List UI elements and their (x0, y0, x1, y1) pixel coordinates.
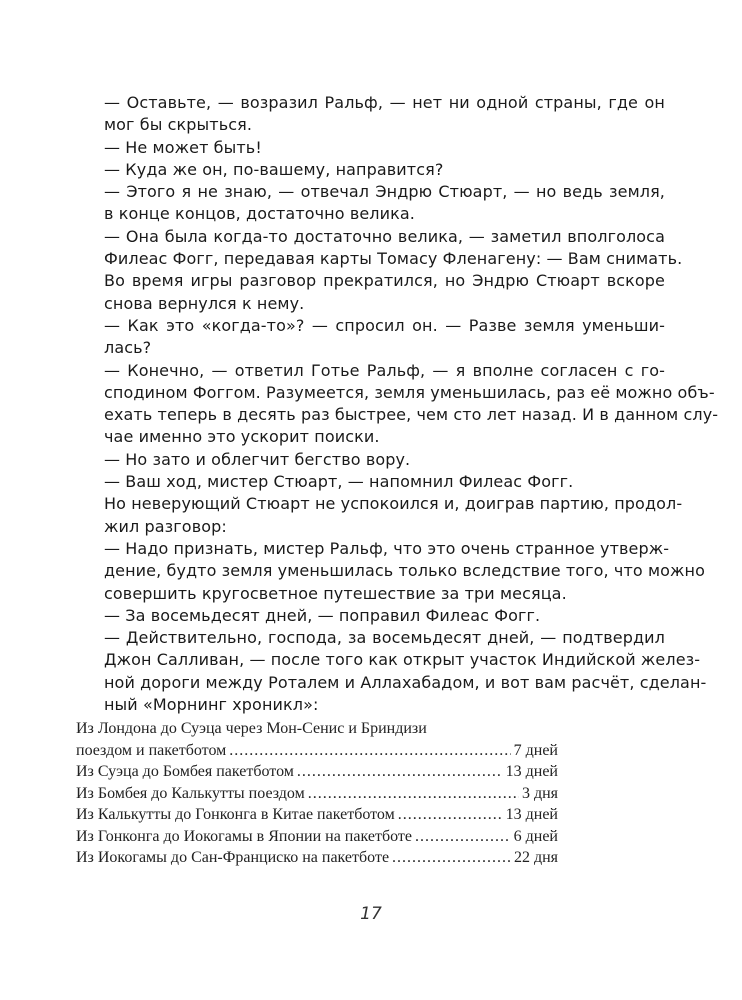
text-line: — За восемьдесят дней, — поправил Филеас Фогг. (104, 605, 541, 625)
route-label: Из Гонконга до Иокогамы в Японии на пакетботе (76, 827, 412, 845)
duration-value: 13 дней (505, 763, 558, 780)
duration-value: 3 дня (521, 784, 558, 802)
text-line: — Действительно, господа, за восемьдесят дней, — подтвердил (104, 628, 665, 648)
schedule-header (76, 720, 558, 742)
text-line: дение, будто земля уменьшилась только вследствие того, что можно (104, 561, 705, 581)
paragraph (73, 449, 665, 471)
text-line: совершить кругосветное путешествие за три месяца. (104, 583, 567, 603)
text-line: чае именно это ускорит поиски. (104, 427, 380, 447)
text-line: лась? (104, 338, 152, 358)
text-line: — Не может быть! (104, 137, 262, 157)
paragraph (73, 226, 683, 271)
paragraph (73, 605, 665, 627)
text-line: жил разговор: (104, 516, 227, 536)
text-line: — Как это «когда-то»? — спросил он. — Разве земля уменьши- (104, 315, 665, 335)
text-line: мог бы скрыться. (104, 115, 253, 135)
schedule-row (76, 785, 558, 807)
text-line: Джон Салливан, — после того как открыт участок Индийской желез- (104, 650, 701, 670)
dot-leader (415, 828, 511, 846)
route-label: Из Бомбея до Калькутты поездом (76, 784, 305, 802)
body-text (73, 92, 719, 716)
paragraph (73, 92, 665, 137)
schedule-header-label: Из Лондона до Суэца через Мон-Сенис и Бриндизи (76, 720, 427, 737)
paragraph (73, 627, 707, 716)
dot-leader (229, 742, 510, 760)
text-line: Во время игры разговор прекратился, но Эндрю Стюарт вскоре (104, 271, 665, 291)
dot-leader (308, 785, 519, 803)
text-line: — Конечно, — ответил Готье Ральф, — я вполне согласен с го- (104, 360, 665, 380)
schedule-row (76, 806, 558, 828)
text-line: Филеас Фогг, передавая карты Томасу Фленагену: — Вам снимать. (104, 249, 683, 269)
schedule-row (76, 828, 558, 850)
route-label: Из Иокогамы до Сан-Франциско на пакетботе (76, 849, 390, 866)
paragraph (73, 315, 665, 360)
paragraph (73, 159, 665, 181)
schedule-row (76, 849, 558, 871)
dot-leader (297, 763, 503, 781)
text-line: — Надо признать, мистер Ральф, что это очень странное утверж- (104, 538, 670, 558)
duration-value: 6 дней (513, 827, 558, 845)
paragraph (73, 360, 719, 449)
paragraph (73, 270, 665, 315)
text-line: в конце концов, достаточно велика. (104, 204, 415, 224)
page-number: 17 (360, 904, 382, 924)
route-label: поездом и пакетботом (76, 741, 227, 759)
paragraph (73, 493, 683, 538)
paragraph (73, 471, 665, 493)
duration-value: 22 дня (513, 849, 558, 866)
text-line: — Куда же он, по-вашему, направится? (104, 159, 444, 179)
text-line: ехать теперь в десять раз быстрее, чем сто лет назад. И в данном слу- (104, 405, 719, 425)
paragraph (73, 137, 665, 159)
text-line: ной дороги между Роталем и Аллахабадом, и вот вам расчёт, сделан- (104, 672, 707, 692)
text-line: ный «Морнинг хроникл»: (104, 695, 319, 715)
paragraph (73, 181, 665, 226)
text-line: снова вернулся к нему. (104, 293, 305, 313)
paragraph (73, 538, 705, 605)
text-line: — Но зато и облегчит бегство вору. (104, 449, 411, 469)
dot-leader (398, 806, 503, 824)
duration-value: 7 дней (513, 741, 558, 759)
route-label: Из Калькутты до Гонконга в Китае пакетботом (76, 806, 395, 823)
schedule-row (76, 763, 558, 785)
travel-schedule-table (76, 720, 558, 871)
text-line: Но неверующий Стюарт не успокоился и, доиграв партию, продол- (104, 494, 683, 514)
text-line: — Она была когда-то достаточно велика, — заметил вполголоса (104, 226, 665, 246)
schedule-row (76, 742, 558, 764)
duration-value: 13 дней (505, 806, 558, 823)
route-label: Из Суэца до Бомбея пакетботом (76, 763, 294, 780)
dot-leader (392, 849, 511, 867)
text-line: — Этого я не знаю, — отвечал Эндрю Стюарт, — но ведь земля, (104, 182, 665, 202)
text-line: сподином Фоггом. Разумеется, земля уменьшилась, раз её можно объ- (104, 382, 715, 402)
text-line: — Ваш ход, мистер Стюарт, — напомнил Филеас Фогг. (104, 472, 574, 492)
text-line: — Оставьте, — возразил Ральф, — нет ни одной страны, где он (104, 93, 665, 112)
